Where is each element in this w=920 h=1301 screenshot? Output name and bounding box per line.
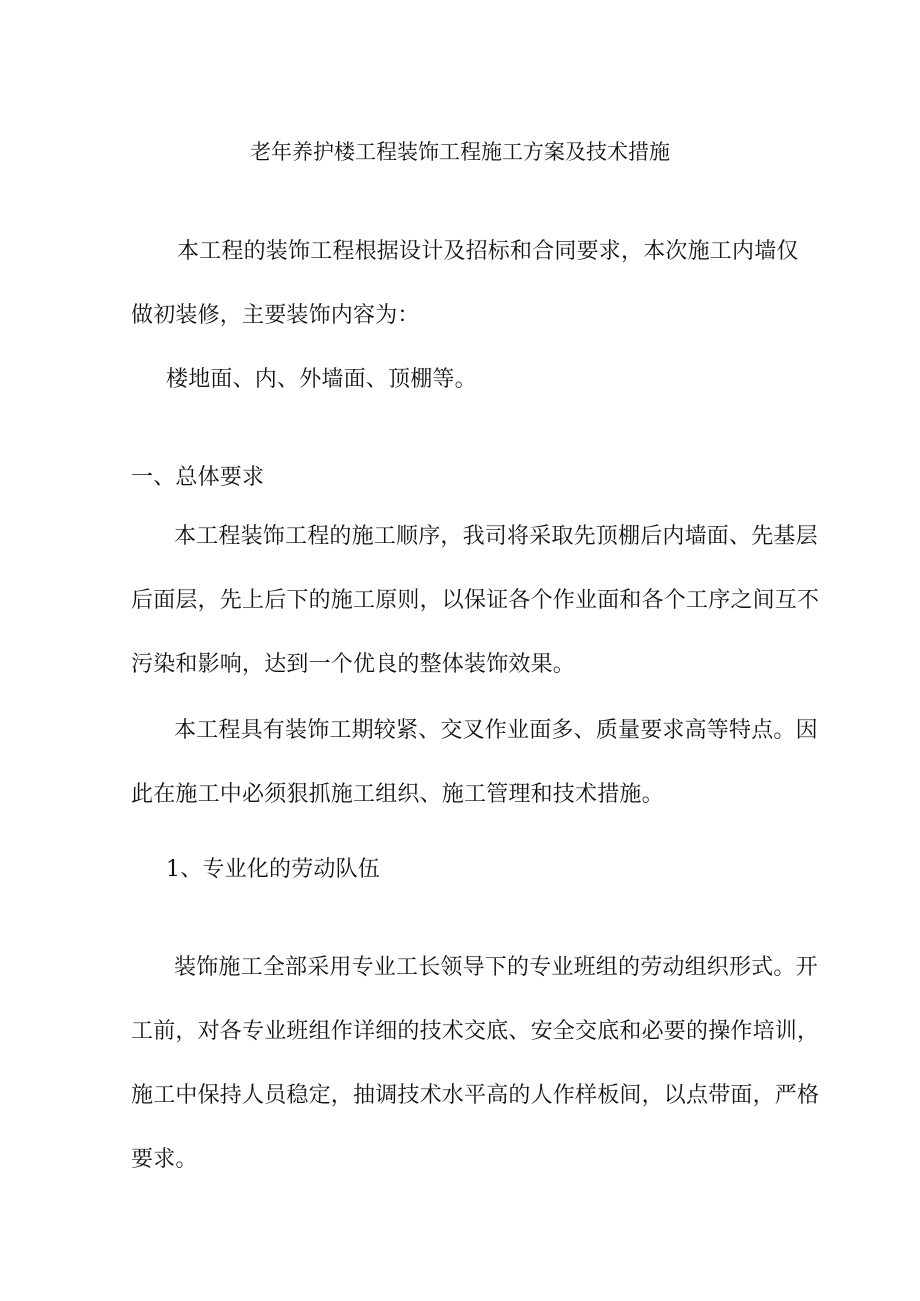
para3-line-4: 要求。 bbox=[131, 1147, 198, 1172]
para2-line-2: 此在施工中必须狠抓施工组织、施工管理和技术措施。 bbox=[131, 782, 664, 807]
para3-line-3: 施工中保持人员稳定，抽调技术水平高的人作样板间，以点带面，严格 bbox=[131, 1083, 820, 1108]
intro-line-3: 楼地面、内、外墙面、顶棚等。 bbox=[166, 367, 477, 392]
document-title: 老年养护楼工程装饰工程施工方案及技术措施 bbox=[250, 140, 670, 164]
para1-line-3: 污染和影响，达到一个优良的整体装饰效果。 bbox=[131, 652, 576, 677]
para3-line-1: 装饰施工全部采用专业工长领导下的专业班组的劳动组织形式。开 bbox=[174, 955, 818, 980]
section-heading: 一、总体要求 bbox=[131, 465, 265, 490]
para2-line-1: 本工程具有装饰工期较紧、交叉作业面多、质量要求高等特点。因 bbox=[174, 718, 818, 743]
para3-line-2: 工前，对各专业班组作详细的技术交底、安全交底和必要的操作培训， bbox=[131, 1019, 820, 1044]
para1-line-1: 本工程装饰工程的施工顺序，我司将采取先顶棚后内墙面、先基层 bbox=[174, 524, 818, 549]
intro-line-2: 做初装修，主要装饰内容为： bbox=[131, 303, 420, 328]
intro-line-1: 本工程的装饰工程根据设计及招标和合同要求，本次施工内墙仅 bbox=[177, 239, 799, 264]
para1-line-2: 后面层，先上后下的施工原则，以保证各个作业面和各个工序之间互不 bbox=[131, 588, 820, 613]
subheading: 1、专业化的劳动队伍 bbox=[166, 857, 380, 882]
